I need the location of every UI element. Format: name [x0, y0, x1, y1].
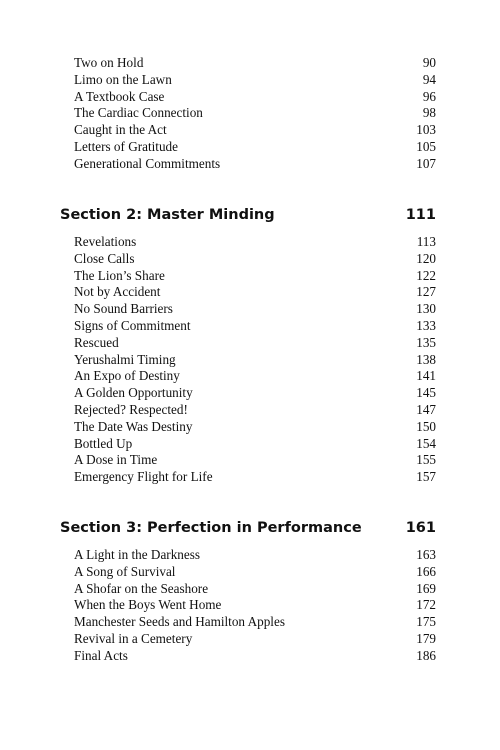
toc-entry-list — [74, 234, 436, 486]
toc-entry — [74, 436, 436, 453]
toc-entry — [74, 301, 436, 318]
toc-entry-title: Revival in a Cemetery — [74, 630, 193, 646]
toc-entry-title: An Expo of Destiny — [74, 368, 180, 384]
toc-entry-page: 175 — [416, 614, 436, 630]
toc-entry — [74, 402, 436, 419]
toc-entry — [74, 547, 436, 564]
toc-entry — [74, 564, 436, 581]
toc-entry — [74, 385, 436, 402]
toc-entry-title: Not by Accident — [74, 284, 161, 300]
toc-entry-page: 186 — [416, 647, 436, 663]
toc-entry-page: 138 — [416, 351, 436, 367]
toc-entry — [74, 335, 436, 352]
toc-entry-title: Bottled Up — [74, 435, 133, 451]
toc-entry — [74, 352, 436, 369]
toc-entry — [74, 284, 436, 301]
toc-entry-title: When the Boys Went Home — [74, 597, 222, 613]
toc-entry-title: Two on Hold — [74, 55, 144, 70]
toc-entry-list — [74, 547, 436, 665]
toc-entry-page: 172 — [416, 597, 436, 613]
toc-entry — [74, 419, 436, 436]
toc-entry-title: A Textbook Case — [74, 88, 165, 104]
toc-entry-page: 163 — [416, 547, 436, 562]
toc-entry-title: Rescued — [74, 334, 119, 350]
toc-entry-title: Limo on the Lawn — [74, 71, 172, 87]
toc-entry-title: A Light in the Darkness — [74, 547, 200, 562]
toc-entry-title: A Dose in Time — [74, 452, 158, 468]
toc-entry-page: 103 — [416, 122, 436, 138]
toc-entry-list — [74, 55, 436, 173]
toc-entry-page: 179 — [416, 630, 436, 646]
toc-entry-page: 150 — [416, 418, 436, 434]
section-title: Section 3: Perfection in Performance — [60, 520, 362, 536]
toc-entry-page: 96 — [422, 88, 436, 104]
toc-entry-page: 145 — [416, 385, 436, 401]
toc-entry — [74, 469, 436, 486]
toc-entry — [74, 139, 436, 156]
toc-entry — [74, 318, 436, 335]
toc-entry — [74, 89, 436, 106]
section-title: Section 2: Master Minding — [60, 207, 275, 223]
toc-entry-page: 166 — [416, 563, 436, 579]
toc-entry-page: 107 — [416, 155, 436, 171]
section-page: 161 — [405, 520, 436, 536]
toc-entry-page: 141 — [416, 368, 436, 384]
toc-entry — [74, 614, 436, 631]
toc-entry-page: 127 — [416, 284, 436, 300]
toc-entry-title: Revelations — [74, 234, 137, 249]
toc-entry — [74, 105, 436, 122]
toc-entry — [74, 156, 436, 173]
toc-entry-title: A Shofar on the Seashore — [74, 580, 209, 596]
toc-entry-title: Generational Commitments — [74, 155, 221, 171]
toc-entry — [74, 251, 436, 268]
toc-entry — [74, 55, 436, 72]
toc-entry-title: Rejected? Respected! — [74, 401, 188, 417]
toc-entry-title: A Golden Opportunity — [74, 385, 193, 401]
toc-entry — [74, 234, 436, 251]
toc-entry — [74, 581, 436, 598]
toc-entry-title: Final Acts — [74, 647, 128, 663]
toc-entry-title: Letters of Gratitude — [74, 138, 178, 154]
toc-entry-title: The Date Was Destiny — [74, 418, 193, 434]
toc-entry-title: Caught in the Act — [74, 122, 167, 138]
toc-entry — [74, 72, 436, 89]
toc-entry — [74, 452, 436, 469]
toc-entry-page: 157 — [416, 469, 436, 485]
toc-entry — [74, 631, 436, 648]
toc-entry-page: 133 — [416, 317, 436, 333]
toc-entry-page: 122 — [416, 267, 436, 283]
toc-entry-title: The Cardiac Connection — [74, 105, 203, 121]
toc-entry — [74, 648, 436, 665]
section-heading — [60, 205, 436, 225]
toc-entry-page: 169 — [416, 580, 436, 596]
toc-entry — [74, 368, 436, 385]
toc-entry-page: 154 — [416, 435, 436, 451]
toc-entry-page: 147 — [416, 401, 436, 417]
toc-entry-page: 120 — [416, 250, 436, 266]
toc-entry-page: 90 — [422, 55, 436, 70]
toc-entry-page: 135 — [416, 334, 436, 350]
toc-entry-title: Close Calls — [74, 250, 135, 266]
toc-entry-title: A Song of Survival — [74, 563, 176, 579]
toc-entry-title: Manchester Seeds and Hamilton Apples — [74, 614, 285, 630]
toc-entry-page: 94 — [422, 71, 436, 87]
toc-entry-page: 155 — [416, 452, 436, 468]
toc-entry — [74, 122, 436, 139]
toc-entry-title: Yerushalmi Timing — [74, 351, 176, 367]
toc-entry-page: 113 — [416, 234, 436, 249]
toc-entry-title: Emergency Flight for Life — [74, 469, 213, 485]
toc-entry-title: No Sound Barriers — [74, 301, 173, 317]
toc-entry-page: 130 — [416, 301, 436, 317]
toc-entry-title: Signs of Commitment — [74, 317, 191, 333]
toc-entry-page: 105 — [416, 138, 436, 154]
section-heading — [60, 518, 436, 538]
toc-entry — [74, 597, 436, 614]
toc-entry — [74, 268, 436, 285]
toc-entry-page: 98 — [422, 105, 436, 121]
toc-entry-title: The Lion’s Share — [74, 267, 165, 283]
section-page: 111 — [405, 207, 436, 223]
